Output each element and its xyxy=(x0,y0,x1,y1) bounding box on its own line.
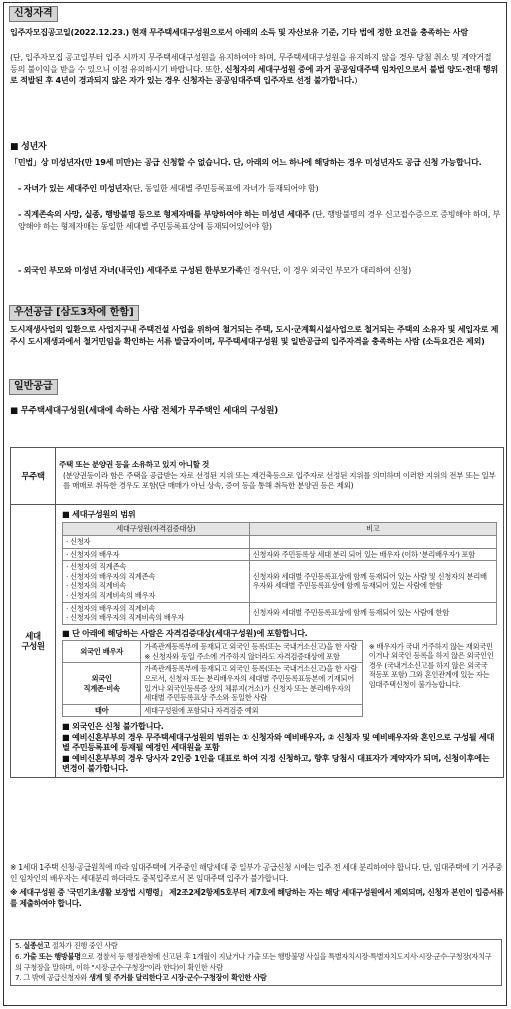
minor-title: ■ 성년자 xyxy=(10,142,47,152)
minor-item-3 xyxy=(18,265,502,277)
intro-notice-text: (단, 입주자모집 공고일부터 입주 시까지 무주택세대구성원을 유지하여야 하며, 무주택세대구성원을 유지하지 않을 경우 당첨 취소 및 계약거절 등의 불이익을 받을 수 있으니 이점 유의하시기 바랍니다. 또한, xyxy=(10,52,492,74)
minor-item-2-text: (단, 행방불명의 경우 신고접수증으로 증빙해야 하며, 부양해야 하는 형제자매는 동일한 세대별 주민등록표상에 등재되어있어야 함) xyxy=(18,209,501,231)
range-table xyxy=(62,522,497,624)
foreign-spouse-label: 외국인 배우자 xyxy=(63,641,141,663)
fetus-label: 태아 xyxy=(63,704,141,717)
box-item-7 xyxy=(15,973,497,984)
no-house-content xyxy=(56,448,504,505)
fetus-desc: 세대구성원에 포함되나 자격검증 예외 xyxy=(141,704,363,717)
range-applicant: · 신청자 xyxy=(63,536,250,549)
section-header-general: 일반공급 xyxy=(9,379,58,395)
box-item-5-text: 절차가 진행 중인 사람 xyxy=(49,941,118,950)
eligibility-table xyxy=(10,447,504,778)
minor-item-2 xyxy=(18,209,502,232)
note-2: ※ 세대구성원 중 '국민기초생활 보장법 시행령」 제2조2제2항제5호부터 제7호에 해당하는 자는 해당 세대구성원에서 제외되며, 신청자 본인이 입증서류를 제출하여야 합니다. xyxy=(10,887,504,908)
range-line-3: · 신청자의 직계비속 xyxy=(66,581,127,591)
minor-item-1-bold: - 자녀가 있는 세대주인 미성년자 xyxy=(18,183,130,193)
minor-item-3-bold: - 외국인 부모와 미성년 자녀(내국인) 세대주로 구성된 한부모가족 xyxy=(18,265,243,275)
box-item-6-text: 으로 경찰서 등 행정관청에 신고된 후 1개월이 지났거나 가출 또는 행방불명 사실을 특별자치시장·특별자치도지사·시장·군수·구청장(자치구의 구청장을 말하며, 이하 "시장·군수·구청장"이라 한다)이 확인한 사람 xyxy=(15,951,492,972)
box-item-6-num: 6. xyxy=(15,951,24,961)
intro-notice xyxy=(10,52,500,87)
box-item-7-bold: 생계 및 주거를 달리한다고 시장·군수·구청장이 확인한 사람 xyxy=(89,973,267,983)
general-rule-3: ■ 예비신혼부부의 경우 당사자 2인중 1인을 대표로 하여 지정 신청하고, 향후 당첨시 대표자가 계약자가 되며, 신청이후에는 변경이 불가합니다. xyxy=(62,752,490,773)
label-household: 세대 구성원 xyxy=(11,505,56,778)
minor-item-3-text: 인 경우(단, 이 경우 외국인 부모가 대리하여 신청) xyxy=(242,265,411,275)
box-item-7-text: 7. 그 밖에 공급신청자와 xyxy=(15,973,89,983)
priority-text: 도시재생사업의 일환으로 사업지구내 주택건설 사업을 위하여 철거되는 주택, 도시·군계획시설사업으로 철거되는 주택의 소유자 및 세입자로 제주시 도시재생과에서 철거민임을 확인하는 서류 발급자이며, 무주택세대구성원 및 일반공급의 입주자격을 충족하는 사람 (소득요건은 제외) xyxy=(10,324,499,346)
minor-item-1 xyxy=(18,183,502,195)
foreign-spouse-desc xyxy=(141,641,363,663)
range-lineal-note: 신청자와 세대별 주민등록표상에 함께 등재되어 있는 사람 및 신청자의 분리배우자와 세대별 주민등록표상에 함께 등재되어 있는 사람에 한함 xyxy=(249,561,496,602)
no-house-main: 주택 또는 분양권 등을 소유하고 있지 아니할 것 xyxy=(59,460,210,470)
label-no-house: 무주택 xyxy=(11,448,56,505)
box-item-6 xyxy=(15,952,497,974)
minor-item-1-text: (단, 동일한 세대별 주민등록표에 자녀가 등재되어야 함) xyxy=(129,183,319,193)
range-line-1: · 신청자의 직계존속 xyxy=(66,562,127,572)
section-header-priority: 우선공급 [삼도3차에 한함] xyxy=(9,305,139,321)
range-head-members: 세대구성원(자격검증대상) xyxy=(63,523,250,536)
range-spouse-lineal-group xyxy=(63,602,250,624)
document-page xyxy=(3,2,507,1006)
range-applicant-note xyxy=(249,536,496,549)
box-item-5 xyxy=(15,941,497,952)
range-line-4: · 신청자의 직계비속의 배우자 xyxy=(66,590,156,600)
table-row-no-house xyxy=(11,448,504,505)
table-row-household xyxy=(11,505,504,778)
range-line-2: · 신청자의 배우자의 직계존속 xyxy=(66,571,156,581)
range-spouse-lineal-note: 신청자와 세대별 주민등록표상에 함께 등재되어 있는 사람에 한함 xyxy=(249,602,496,624)
range-lineal-group xyxy=(63,561,250,602)
include-table xyxy=(62,640,497,717)
minor-para: 「민법」상 미성년자(만 19세 미만)는 공급 신청할 수 없습니다. 단, 아래의 어느 하나에 해당하는 경우 미성년자도 공급 신청 가능합니다. xyxy=(10,157,482,167)
box-item-5-num: 5. xyxy=(15,941,24,950)
range-spouse-note: 신청자와 주민등록상 세대 분리 되어 있는 배우자 (이하 '분리배우자') 포함 xyxy=(249,548,496,561)
foreign-spouse-note: ※ 신청자와 동일 주소에 거주하지 않더라도 자격검증대상에 포함 xyxy=(144,651,340,661)
box-item-5-bold: 실종선고 xyxy=(23,941,50,950)
general-title: ■ 무주택세대구성원(세대에 속하는 사람 전체가 무주택인 세대의 구성원) xyxy=(10,406,278,416)
range-head-note: 비고 xyxy=(249,523,496,536)
range-line-5: · 신청자의 배우자의 직계비속 xyxy=(66,603,156,613)
range-line-6: · 신청자의 배우자의 직계비속의 배우자 xyxy=(66,613,185,623)
range-spouse: · 신청자의 배우자 xyxy=(63,548,250,561)
foreign-spouse-text: 가족관계등록부에 등재되고 외국인 등록(또는 국내거소신고)을 한 사람 xyxy=(144,642,358,652)
section-header-eligibility: 신청자격 xyxy=(9,6,58,22)
general-rule-1: ■ 외국인은 신청 불가합니다. xyxy=(62,721,164,732)
include-title: ■ 단 아래에 해당하는 사람은 자격검증대상(세대구성원)에 포함합니다. xyxy=(62,627,308,638)
general-rule-2: ■ 예비신혼부부의 경우 무주택세대구성원의 범위는 ① 신청자와 예비배우자, ② 신청자 및 예비배우자와 혼인으로 구성될 세대별 주민등록표에 등재될 예정인 세대원을 포함 xyxy=(62,731,495,753)
foreign-spouse-remark: ※ 배우자가 국내 거주하지 않는 재외국민이거나 외국인 등록을 하지 않은 외국인인 경우 (국내거소신고를 하지 않은 외국국적동포 포함) 그와 혼인관계에 있는 자는 임대주택신청이 불가능합니다. xyxy=(362,641,497,717)
note-1: ※ 1세대 1주택 신청·공급원칙에 따라 임대주택에 거주중인 해당세대 중 일부가 공급신청 시에는 입주 전 세대 분리하여야 합니다. 단, 임대주택에 기 거주중인 임차인의 배우자는 세대분리 하더라도 중복입주로서 본 임대주택 입주가 불가합니다. xyxy=(10,863,503,884)
no-house-note: (분양권등이라 함은 주택을 공급받는 자로 선정된 지위 또는 재건축등으로 입주자로 선정된 지위를 의미하며 이러한 지위의 전부 또는 일부를 매매로 취득한 경우도 포함(단 매매가 아닌 상속, 증여 등을 통해 취득한 분양권 등은 제외) xyxy=(63,470,496,491)
range-title: ■ 세대구성원의 범위 xyxy=(62,509,136,519)
exclusion-box xyxy=(10,939,502,986)
household-content xyxy=(56,505,504,778)
intro-notice-close: ) xyxy=(354,75,358,86)
box-item-6-bold: 가출 또는 행방불명 xyxy=(23,951,81,961)
intro-main: 입주자모집공고일(2022.12.23.) 현재 무주택세대구성원으로서 아래의 소득 및 자산보유 기준, 기타 법에 정한 요건을 충족하는 사람 xyxy=(10,27,468,37)
intro-notice-bold: 신청자의 세대구성원 중에 과거 공공임대주택 임차인으로서 불법 양도·전대 행위로 적발된 후 4년이 경과되지 않은 자가 있는 경우 신청자는 공공임대주택 입주자로 선정 불가합니다. xyxy=(10,63,498,86)
foreign-lineal-label: 외국인 직계존·비속 xyxy=(63,663,141,704)
notes xyxy=(10,862,504,909)
minor-item-2-bold: - 직계존속의 사망, 실종, 행방불명 등으로 형제자매를 부양하여야 하는 미성년 세대주 xyxy=(18,209,310,219)
foreign-lineal-desc: 가족관계등록부에 등재되고 외국인 등록(또는 국내거소신고)을 한 사람으로서, 신청자 또는 분리배우자의 세대별 주민등록표등본에 기재되어 있거나 외국인등록증 상의 체류지(거소)가 신청자 또는 분리배우자의 세대별 주민등록표상 주소와 동일한 사람 xyxy=(141,663,363,704)
